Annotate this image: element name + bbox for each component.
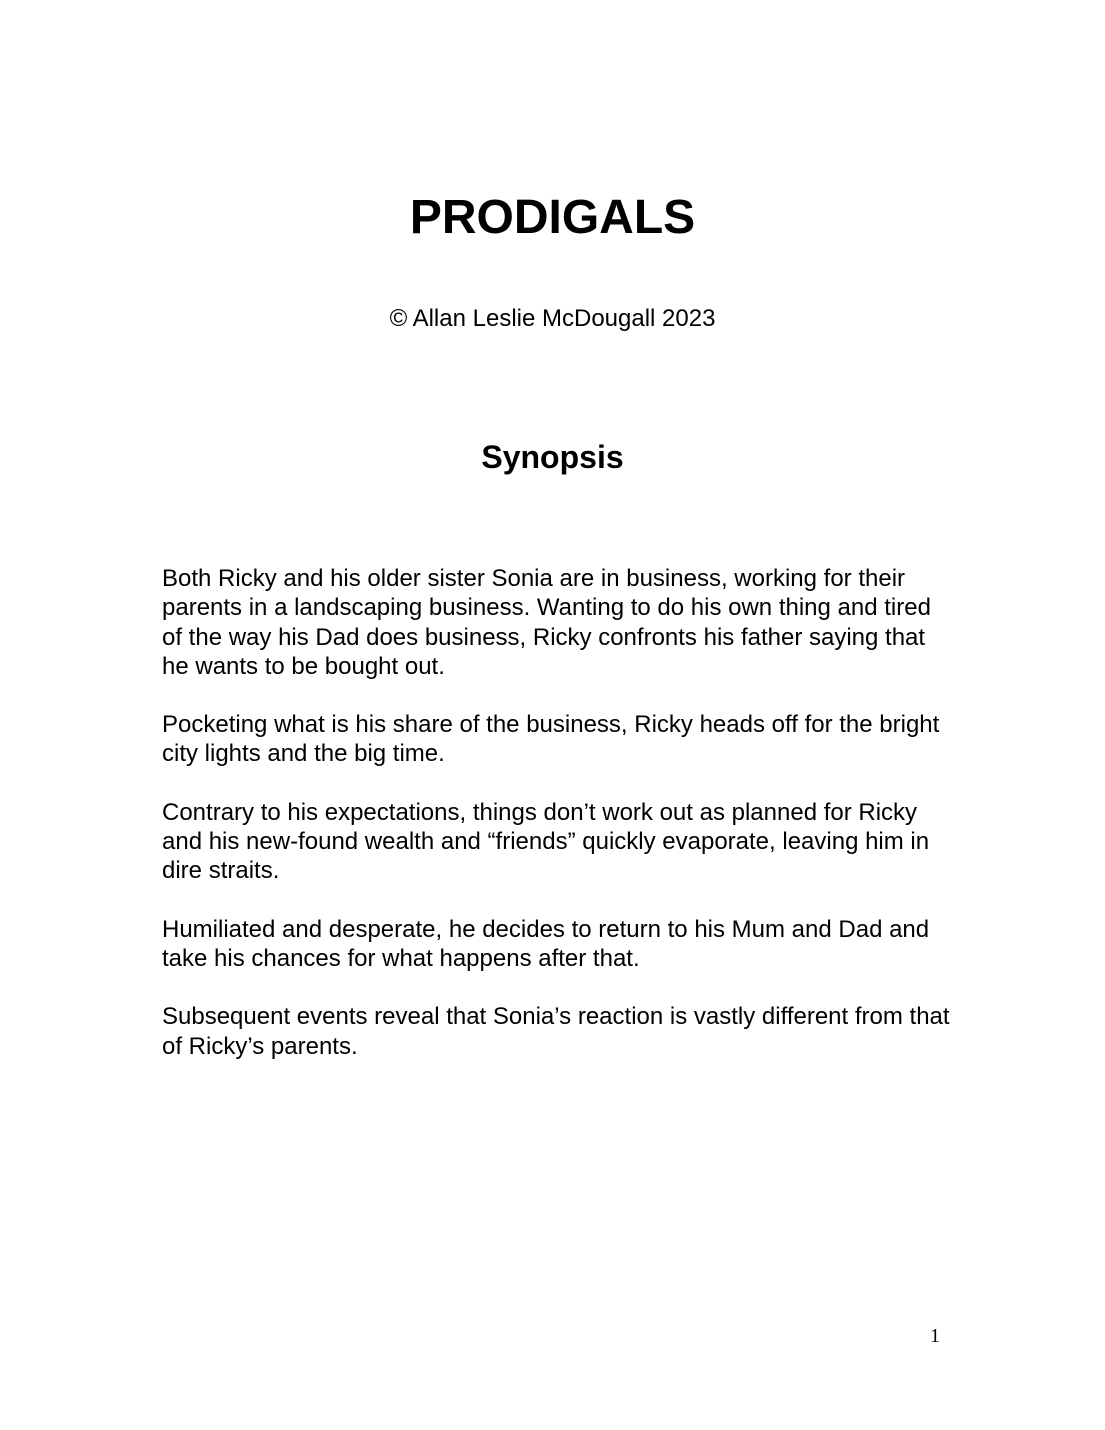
synopsis-paragraph: Subsequent events reveal that Sonia’s reaction is vastly different from that of Ricky’s parents. [162,1003,950,1060]
synopsis-paragraph: Contrary to his expectations, things don’t work out as planned for Ricky and his new-found wealth and “friends” quickly evaporate, leaving him in dire straits. [162,798,930,885]
synopsis-paragraph: Humiliated and desperate, he decides to return to his Mum and Dad and take his chances for what happens after that. [162,915,930,972]
document-title: PRODIGALS [409,191,696,244]
synopsis-body [162,564,952,1090]
copyright-line: © Allan Leslie McDougall 2023 [389,305,716,332]
synopsis-heading: Synopsis [481,439,624,475]
synopsis-paragraph: Both Ricky and his older sister Sonia are in business, working for their parents in a landscaping business. Wanting to do his own thing and tired of the way his Dad does business, Ricky confronts his father saying that he wants to be bought out. [162,565,931,680]
synopsis-paragraph: Pocketing what is his share of the business, Ricky heads off for the bright city lights and the big time. [162,711,940,768]
page-number: 1 [930,1325,940,1347]
